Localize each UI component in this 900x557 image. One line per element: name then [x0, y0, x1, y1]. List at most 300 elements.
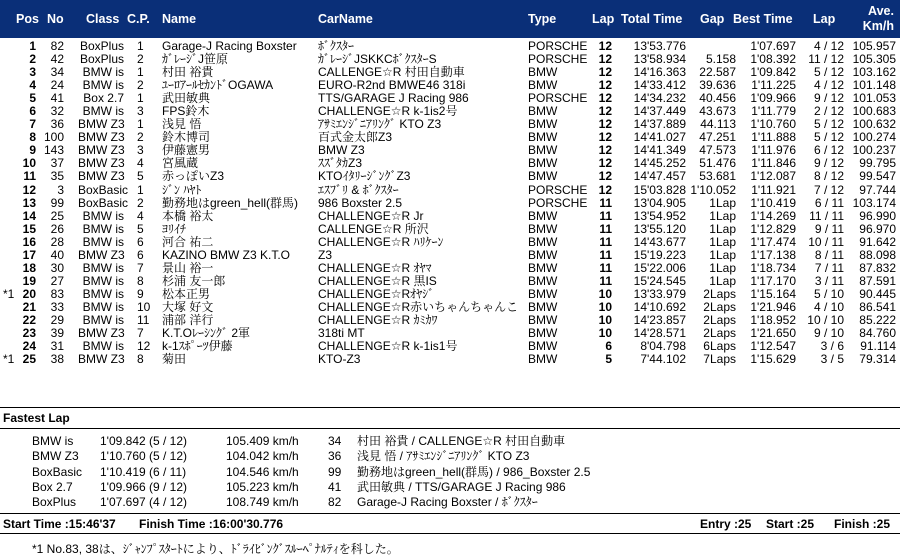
row-no: 33 [50, 299, 64, 314]
fastest-lap-row [0, 465, 900, 480]
row-type: PORSCHE [528, 52, 588, 67]
row-no: 3 [57, 182, 64, 197]
row-gap: 2Laps [703, 312, 736, 327]
fl-speed: 105.409 km/h [226, 434, 299, 448]
row-gap: 39.636 [699, 78, 736, 93]
row-driver: ﾖﾘｲﾁ [162, 221, 187, 236]
row-ave-speed: 86.541 [859, 299, 896, 314]
row-driver: K.T.Oﾚｰｼﾝｸﾞ 2軍 [162, 326, 251, 341]
row-pos: 11 [23, 169, 36, 184]
row-no: 83 [50, 286, 64, 301]
row-no: 143 [44, 143, 65, 158]
row-ave-speed: 90.445 [859, 286, 896, 301]
row-car: ﾎﾞｸｽﾀｰ [318, 39, 355, 53]
row-pos: 19 [22, 273, 36, 288]
row-gap: 1Lap [709, 273, 736, 288]
row-type: BMW [528, 104, 558, 119]
finish-time: Finish Time :16:00'30.776 [139, 517, 284, 531]
section-divider [0, 533, 900, 534]
fl-class: BMW is [32, 434, 74, 448]
row-car: CHALLENGE☆R k-1is2号 [318, 104, 458, 119]
fl-class: BoxBasic [32, 464, 83, 479]
row-total-time: 13'53.776 [633, 39, 686, 53]
row-no: 27 [50, 273, 64, 288]
row-gap: 44.113 [700, 117, 736, 132]
row-ave-speed: 105.957 [852, 39, 896, 53]
row-ave-speed: 79.314 [859, 352, 896, 367]
row-lap: 12 [598, 130, 612, 145]
result-row [0, 275, 900, 288]
row-best-time: 1'21.650 [750, 326, 796, 341]
row-ave-speed: 100.632 [852, 117, 896, 132]
result-row [0, 184, 900, 197]
row-best-lap: 4 / 10 [813, 299, 844, 314]
row-gap: 1Lap [709, 221, 736, 236]
race-summary [0, 517, 900, 531]
row-class: Box 2.7 [83, 91, 124, 106]
row-car: CALLENGE☆R 所沢 [318, 221, 429, 236]
row-type: PORSCHE [528, 91, 588, 106]
row-pos: 6 [29, 104, 36, 119]
row-ave-speed: 96.970 [859, 221, 896, 236]
row-total-time: 14'16.363 [633, 65, 686, 80]
row-driver: 松本正男 [162, 286, 211, 301]
row-class: BMW Z3 [78, 247, 125, 262]
fl-car-no: 99 [328, 464, 342, 479]
row-total-time: 15'24.545 [633, 273, 686, 288]
row-lap: 11 [599, 221, 612, 236]
row-total-time: 15'19.223 [633, 247, 686, 262]
row-no: 30 [50, 260, 64, 275]
row-best-time: 1'11.225 [751, 78, 796, 93]
row-car: TTS/GARAGE J Racing 986 [318, 91, 469, 106]
row-lap: 5 [605, 352, 612, 367]
row-best-time: 1'17.170 [750, 273, 796, 288]
row-cp: 3 [137, 104, 144, 119]
row-pos: 25 [22, 352, 36, 367]
row-best-lap: 9 / 11 [814, 221, 844, 236]
fastest-lap-row [0, 434, 900, 449]
row-car: CHALLENGE☆R Jr [318, 208, 424, 223]
row-best-time: 1'11.846 [751, 156, 796, 171]
row-pos: 20 [22, 286, 36, 301]
header-gap: Gap [700, 12, 725, 26]
row-cp: 1 [137, 39, 144, 53]
row-total-time: 14'33.412 [633, 78, 686, 93]
row-gap: 43.673 [699, 104, 736, 119]
row-total-time: 14'45.252 [633, 156, 686, 171]
row-class: BMW is [82, 299, 124, 314]
row-cp: 7 [137, 326, 144, 341]
row-driver: 武田敏典 [162, 91, 211, 106]
row-no: 38 [50, 352, 64, 367]
row-cp: 1 [137, 91, 144, 106]
row-pos: 22 [22, 312, 36, 327]
fl-car-no: 82 [328, 495, 342, 510]
row-type: BMW [528, 286, 558, 301]
row-cp: 6 [137, 234, 144, 249]
row-ave-speed: 99.547 [859, 169, 896, 184]
row-class: BoxPlus [79, 39, 124, 53]
result-row [0, 170, 900, 183]
row-best-lap: 11 / 11 [809, 208, 844, 223]
row-lap: 10 [598, 326, 612, 341]
row-cp: 1 [137, 65, 144, 80]
fastest-lap-row [0, 495, 900, 510]
row-pos: 24 [22, 339, 36, 354]
row-lap: 12 [598, 143, 612, 158]
fl-driver: Garage-J Racing Boxster / ﾎﾞｸｽﾀｰ [357, 495, 538, 510]
penalty-note: *1 No.83, 38は、ｼﾞｬﾝﾌﾟｽﾀｰﾄにより、ﾄﾞﾗｲﾋﾞﾝｸﾞｽﾙｰﾍﾟﾅﾙﾃｨを科した。 [32, 542, 399, 556]
row-type: BMW [528, 156, 558, 171]
start-time: Start Time :15:46'37 [3, 517, 116, 531]
row-total-time: 14'47.457 [633, 169, 686, 184]
row-best-lap: 3 / 6 [820, 339, 844, 354]
row-best-lap: 7 / 11 [814, 260, 844, 275]
row-pos: 15 [22, 221, 36, 236]
entry-count: Entry :25 [700, 517, 752, 531]
row-best-lap: 7 / 12 [813, 182, 844, 197]
row-best-lap: 9 / 12 [813, 156, 844, 171]
row-best-time: 1'11.976 [751, 143, 796, 158]
row-class: BMW is [82, 234, 124, 249]
row-driver: ﾕｰﾛｱｰﾙｾｶﾝﾄﾞOGAWA [162, 78, 274, 93]
header-name: Name [162, 12, 197, 26]
row-class: BMW Z3 [78, 169, 125, 184]
row-best-lap: 10 / 10 [807, 312, 844, 327]
row-type: PORSCHE [528, 195, 588, 210]
row-no: 32 [50, 104, 64, 119]
result-row [0, 353, 900, 366]
row-cp: 2 [137, 78, 144, 93]
header-type: Type [528, 12, 557, 26]
row-lap: 12 [598, 91, 612, 106]
row-best-time: 1'15.629 [750, 352, 796, 367]
row-cp: 10 [137, 299, 151, 314]
row-lap: 12 [598, 169, 612, 184]
row-car: ｶﾞﾚｰｼﾞJSKKCﾎﾞｸｽﾀｰS [318, 52, 437, 67]
row-lap: 11 [599, 208, 612, 223]
row-pos: 4 [29, 78, 36, 93]
row-lap: 11 [599, 234, 612, 249]
row-gap: 1Lap [709, 195, 736, 210]
row-pos: 7 [29, 117, 36, 132]
row-lap: 12 [598, 52, 612, 67]
row-ave-speed: 100.683 [852, 104, 896, 119]
row-driver: ｶﾞﾚｰｼﾞJ笹原 [162, 52, 229, 67]
header-total-time: Total Time [621, 12, 683, 26]
row-total-time: 14'34.232 [633, 91, 686, 106]
row-best-lap: 8 / 12 [813, 169, 844, 184]
row-ave-speed: 101.148 [852, 78, 896, 93]
row-best-time: 1'17.138 [750, 247, 796, 262]
row-no: 26 [50, 221, 64, 236]
row-driver: 杉浦 友一郎 [162, 273, 226, 288]
row-best-lap: 2 / 12 [813, 104, 844, 119]
row-best-time: 1'07.697 [750, 39, 796, 53]
row-gap: 1Lap [709, 234, 736, 249]
row-ave-speed: 101.053 [852, 91, 896, 106]
row-best-time: 1'10.760 [750, 117, 796, 132]
row-gap: 40.456 [699, 91, 736, 106]
row-best-time: 1'18.734 [750, 260, 796, 275]
result-row [0, 236, 900, 249]
row-no: 36 [50, 117, 64, 132]
row-class: BMW is [82, 339, 124, 354]
row-class: BMW is [82, 260, 124, 275]
row-no: 24 [50, 78, 64, 93]
row-car: CALLENGE☆R 村田自動車 [318, 65, 465, 80]
row-car: CHALLENGE☆R k-1is1号 [318, 339, 458, 354]
row-cp: 8 [137, 273, 144, 288]
row-best-time: 1'14.269 [750, 208, 796, 223]
row-gap: 47.251 [699, 130, 736, 145]
row-car: CHALLENGE☆Rｵﾔｼﾞ [318, 286, 435, 301]
row-best-lap: 4 / 12 [813, 78, 844, 93]
header-lap: Lap [592, 12, 615, 26]
fl-time: 1'10.419 (6 / 11) [100, 464, 187, 479]
row-ave-speed: 100.274 [852, 130, 896, 145]
row-class: BMW is [82, 221, 124, 236]
row-total-time: 14'41.349 [633, 143, 686, 158]
row-driver: 赤っぽいZ3 [162, 169, 225, 184]
row-mark: *1 [3, 286, 15, 301]
fl-car-no: 36 [328, 449, 342, 464]
row-class: BMW Z3 [78, 117, 125, 132]
row-total-time: 14'37.889 [633, 117, 686, 132]
row-driver: Garage-J Racing Boxster [162, 39, 297, 53]
row-total-time: 14'10.692 [633, 299, 686, 314]
row-type: BMW [528, 143, 558, 158]
row-gap: 1Lap [709, 260, 736, 275]
row-driver: FPS鈴木 [162, 104, 210, 119]
row-best-time: 1'09.966 [750, 91, 796, 106]
row-best-lap: 4 / 12 [813, 39, 844, 53]
row-best-time: 1'08.392 [750, 52, 796, 67]
row-best-lap: 6 / 11 [814, 195, 844, 210]
fl-class: Box 2.7 [32, 479, 73, 494]
row-car: ｱｻﾐｴﾝｼﾞﾆｱﾘﾝｸﾞ KTO Z3 [318, 117, 442, 132]
row-gap: 1Lap [709, 247, 736, 262]
row-type: BMW [528, 352, 558, 367]
row-lap: 12 [598, 182, 612, 197]
row-type: BMW [528, 169, 558, 184]
row-lap: 11 [599, 260, 612, 275]
row-best-time: 1'12.087 [750, 169, 796, 184]
row-cp: 6 [137, 247, 144, 262]
row-class: BoxBasic [78, 182, 129, 197]
row-best-lap: 5 / 12 [813, 65, 844, 80]
row-gap: 2Laps [703, 299, 736, 314]
row-best-lap: 10 / 11 [808, 234, 844, 249]
row-car: CHALLENGE☆R ﾊﾘｹｰﾝ [318, 234, 444, 249]
header-pos: Pos [16, 12, 39, 26]
fl-driver: 武田敏典 / TTS/GARAGE J Racing 986 [357, 479, 566, 494]
row-ave-speed: 84.760 [859, 326, 896, 341]
row-type: BMW [528, 339, 558, 354]
row-lap: 10 [598, 299, 612, 314]
fl-time: 1'10.760 (5 / 12) [100, 449, 188, 464]
row-best-lap: 5 / 12 [813, 130, 844, 145]
row-best-lap: 3 / 5 [820, 352, 844, 367]
row-car: 318ti MT [318, 326, 365, 341]
row-class: BMW Z3 [78, 143, 125, 158]
row-total-time: 13'33.979 [633, 286, 686, 301]
row-no: 29 [50, 312, 64, 327]
row-class: BoxPlus [79, 52, 124, 67]
row-class: BMW is [82, 286, 124, 301]
row-best-time: 1'09.842 [750, 65, 796, 80]
row-total-time: 13'54.952 [633, 208, 686, 223]
row-lap: 10 [598, 286, 612, 301]
fl-speed: 104.546 km/h [226, 464, 299, 479]
row-cp: 1 [137, 182, 144, 197]
fl-car-no: 41 [328, 479, 342, 494]
row-cp: 5 [137, 169, 144, 184]
row-best-lap: 9 / 12 [813, 91, 844, 106]
fastest-lap-table [0, 434, 900, 510]
row-total-time: 7'44.102 [640, 352, 686, 367]
row-car: EURO-R2nd BMWE46 318i [318, 78, 466, 93]
row-car: CHALLENGE☆R ｶﾐｶﾜ [318, 312, 438, 327]
row-type: BMW [528, 312, 558, 327]
row-pos: 8 [29, 130, 36, 145]
row-type: BMW [528, 234, 558, 249]
row-class: BMW Z3 [78, 326, 125, 341]
row-total-time: 14'28.571 [633, 326, 686, 341]
row-gap: 5.158 [705, 52, 736, 67]
row-best-time: 1'11.888 [751, 130, 796, 145]
row-ave-speed: 91.642 [859, 234, 896, 249]
row-no: 37 [50, 156, 64, 171]
row-gap: 2Laps [703, 286, 736, 301]
fl-time: 1'07.697 (4 / 12) [100, 495, 188, 510]
row-best-time: 1'11.779 [751, 104, 796, 119]
header-class: Class [86, 12, 120, 26]
row-type: BMW [528, 78, 558, 93]
result-row [0, 288, 900, 301]
row-class: BMW Z3 [78, 156, 125, 171]
row-pos: 3 [29, 65, 36, 80]
row-pos: 1 [29, 39, 36, 53]
fl-time: 1'09.966 (9 / 12) [100, 479, 188, 494]
row-no: 42 [50, 52, 64, 67]
row-lap: 12 [598, 65, 612, 80]
row-best-time: 1'18.952 [750, 312, 796, 327]
result-row [0, 223, 900, 236]
row-driver: 村田 裕貴 [162, 65, 214, 80]
row-cp: 2 [137, 195, 144, 210]
row-driver: 河合 祐二 [162, 234, 214, 249]
section-divider [0, 513, 900, 514]
row-cp: 11 [137, 312, 150, 327]
row-pos: 23 [22, 326, 36, 341]
row-driver: 菊田 [162, 352, 187, 367]
row-gap: 7Laps [703, 352, 736, 367]
row-class: BMW is [82, 78, 124, 93]
row-pos: 12 [22, 182, 36, 197]
fl-driver: 勤務地はgreen_hell(群馬) / 986_Boxster 2.5 [357, 464, 591, 479]
fastest-lap-row [0, 449, 900, 464]
row-cp: 5 [137, 221, 144, 236]
row-best-time: 1'21.946 [750, 299, 796, 314]
row-ave-speed: 85.222 [859, 312, 896, 327]
row-gap: 1'10.052 [690, 182, 736, 197]
fl-driver: 浅見 悟 / ｱｻﾐｴﾝｼﾞﾆｱﾘﾝｸﾞ KTO Z3 [357, 449, 530, 464]
row-class: BoxBasic [78, 195, 129, 210]
row-type: BMW [528, 299, 558, 314]
result-row [0, 262, 900, 275]
fl-driver: 村田 裕貴 / CALLENGE☆R 村田自動車 [357, 434, 566, 448]
row-no: 25 [50, 208, 64, 223]
row-total-time: 13'58.934 [633, 52, 686, 67]
finish-count: Finish :25 [834, 517, 891, 531]
row-total-time: 15'22.006 [633, 260, 686, 275]
row-cp: 12 [137, 339, 151, 354]
row-lap: 6 [605, 339, 612, 354]
row-best-lap: 6 / 12 [813, 143, 844, 158]
fl-car-no: 34 [328, 434, 342, 448]
row-best-time: 1'15.164 [750, 286, 796, 301]
row-car: KTOｲﾀﾘｰｼﾞﾝｸﾞZ3 [318, 169, 411, 184]
row-lap: 10 [598, 312, 612, 327]
row-type: BMW [528, 326, 558, 341]
result-row [0, 210, 900, 223]
row-ave-speed: 88.098 [859, 247, 896, 262]
row-class: BMW is [82, 273, 124, 288]
row-gap: 51.476 [699, 156, 736, 171]
row-pos: 13 [22, 195, 36, 210]
fl-speed: 104.042 km/h [226, 449, 299, 464]
row-ave-speed: 97.744 [859, 182, 896, 197]
row-total-time: 14'41.027 [633, 130, 686, 145]
row-no: 39 [50, 326, 64, 341]
row-lap: 12 [598, 117, 612, 132]
results-header [0, 0, 900, 38]
header-carname: CarName [318, 12, 373, 26]
row-lap: 12 [598, 39, 612, 53]
row-class: BMW is [82, 208, 124, 223]
row-driver: ｼﾞﾝ ﾊﾔﾄ [162, 182, 202, 197]
row-best-time: 1'11.921 [751, 182, 796, 197]
row-driver: 勤務地はgreen_hell(群馬) [162, 195, 299, 210]
row-car: 986 Boxster 2.5 [318, 195, 403, 210]
row-ave-speed: 99.795 [859, 156, 896, 171]
row-class: BMW is [82, 104, 124, 119]
row-ave-speed: 91.114 [860, 339, 896, 354]
row-class: BMW Z3 [78, 352, 125, 367]
row-gap: 1Lap [709, 208, 736, 223]
result-row [0, 249, 900, 262]
row-lap: 12 [598, 156, 612, 171]
row-lap: 11 [599, 247, 612, 262]
results-table [0, 40, 900, 366]
row-gap: 53.681 [699, 169, 736, 184]
row-total-time: 14'37.449 [633, 104, 686, 119]
row-ave-speed: 103.174 [852, 195, 896, 210]
section-divider [0, 407, 900, 408]
header-no: No [47, 12, 64, 26]
row-pos: 14 [22, 208, 36, 223]
row-lap: 12 [598, 104, 612, 119]
row-best-time: 1'12.547 [750, 339, 796, 354]
row-total-time: 13'55.120 [633, 221, 686, 236]
row-type: PORSCHE [528, 182, 588, 197]
row-cp: 2 [137, 130, 144, 145]
row-best-lap: 3 / 11 [814, 273, 844, 288]
row-car: CHALLENGE☆R赤いちゃんちゃんこ [318, 299, 519, 314]
row-gap: 22.587 [699, 65, 736, 80]
